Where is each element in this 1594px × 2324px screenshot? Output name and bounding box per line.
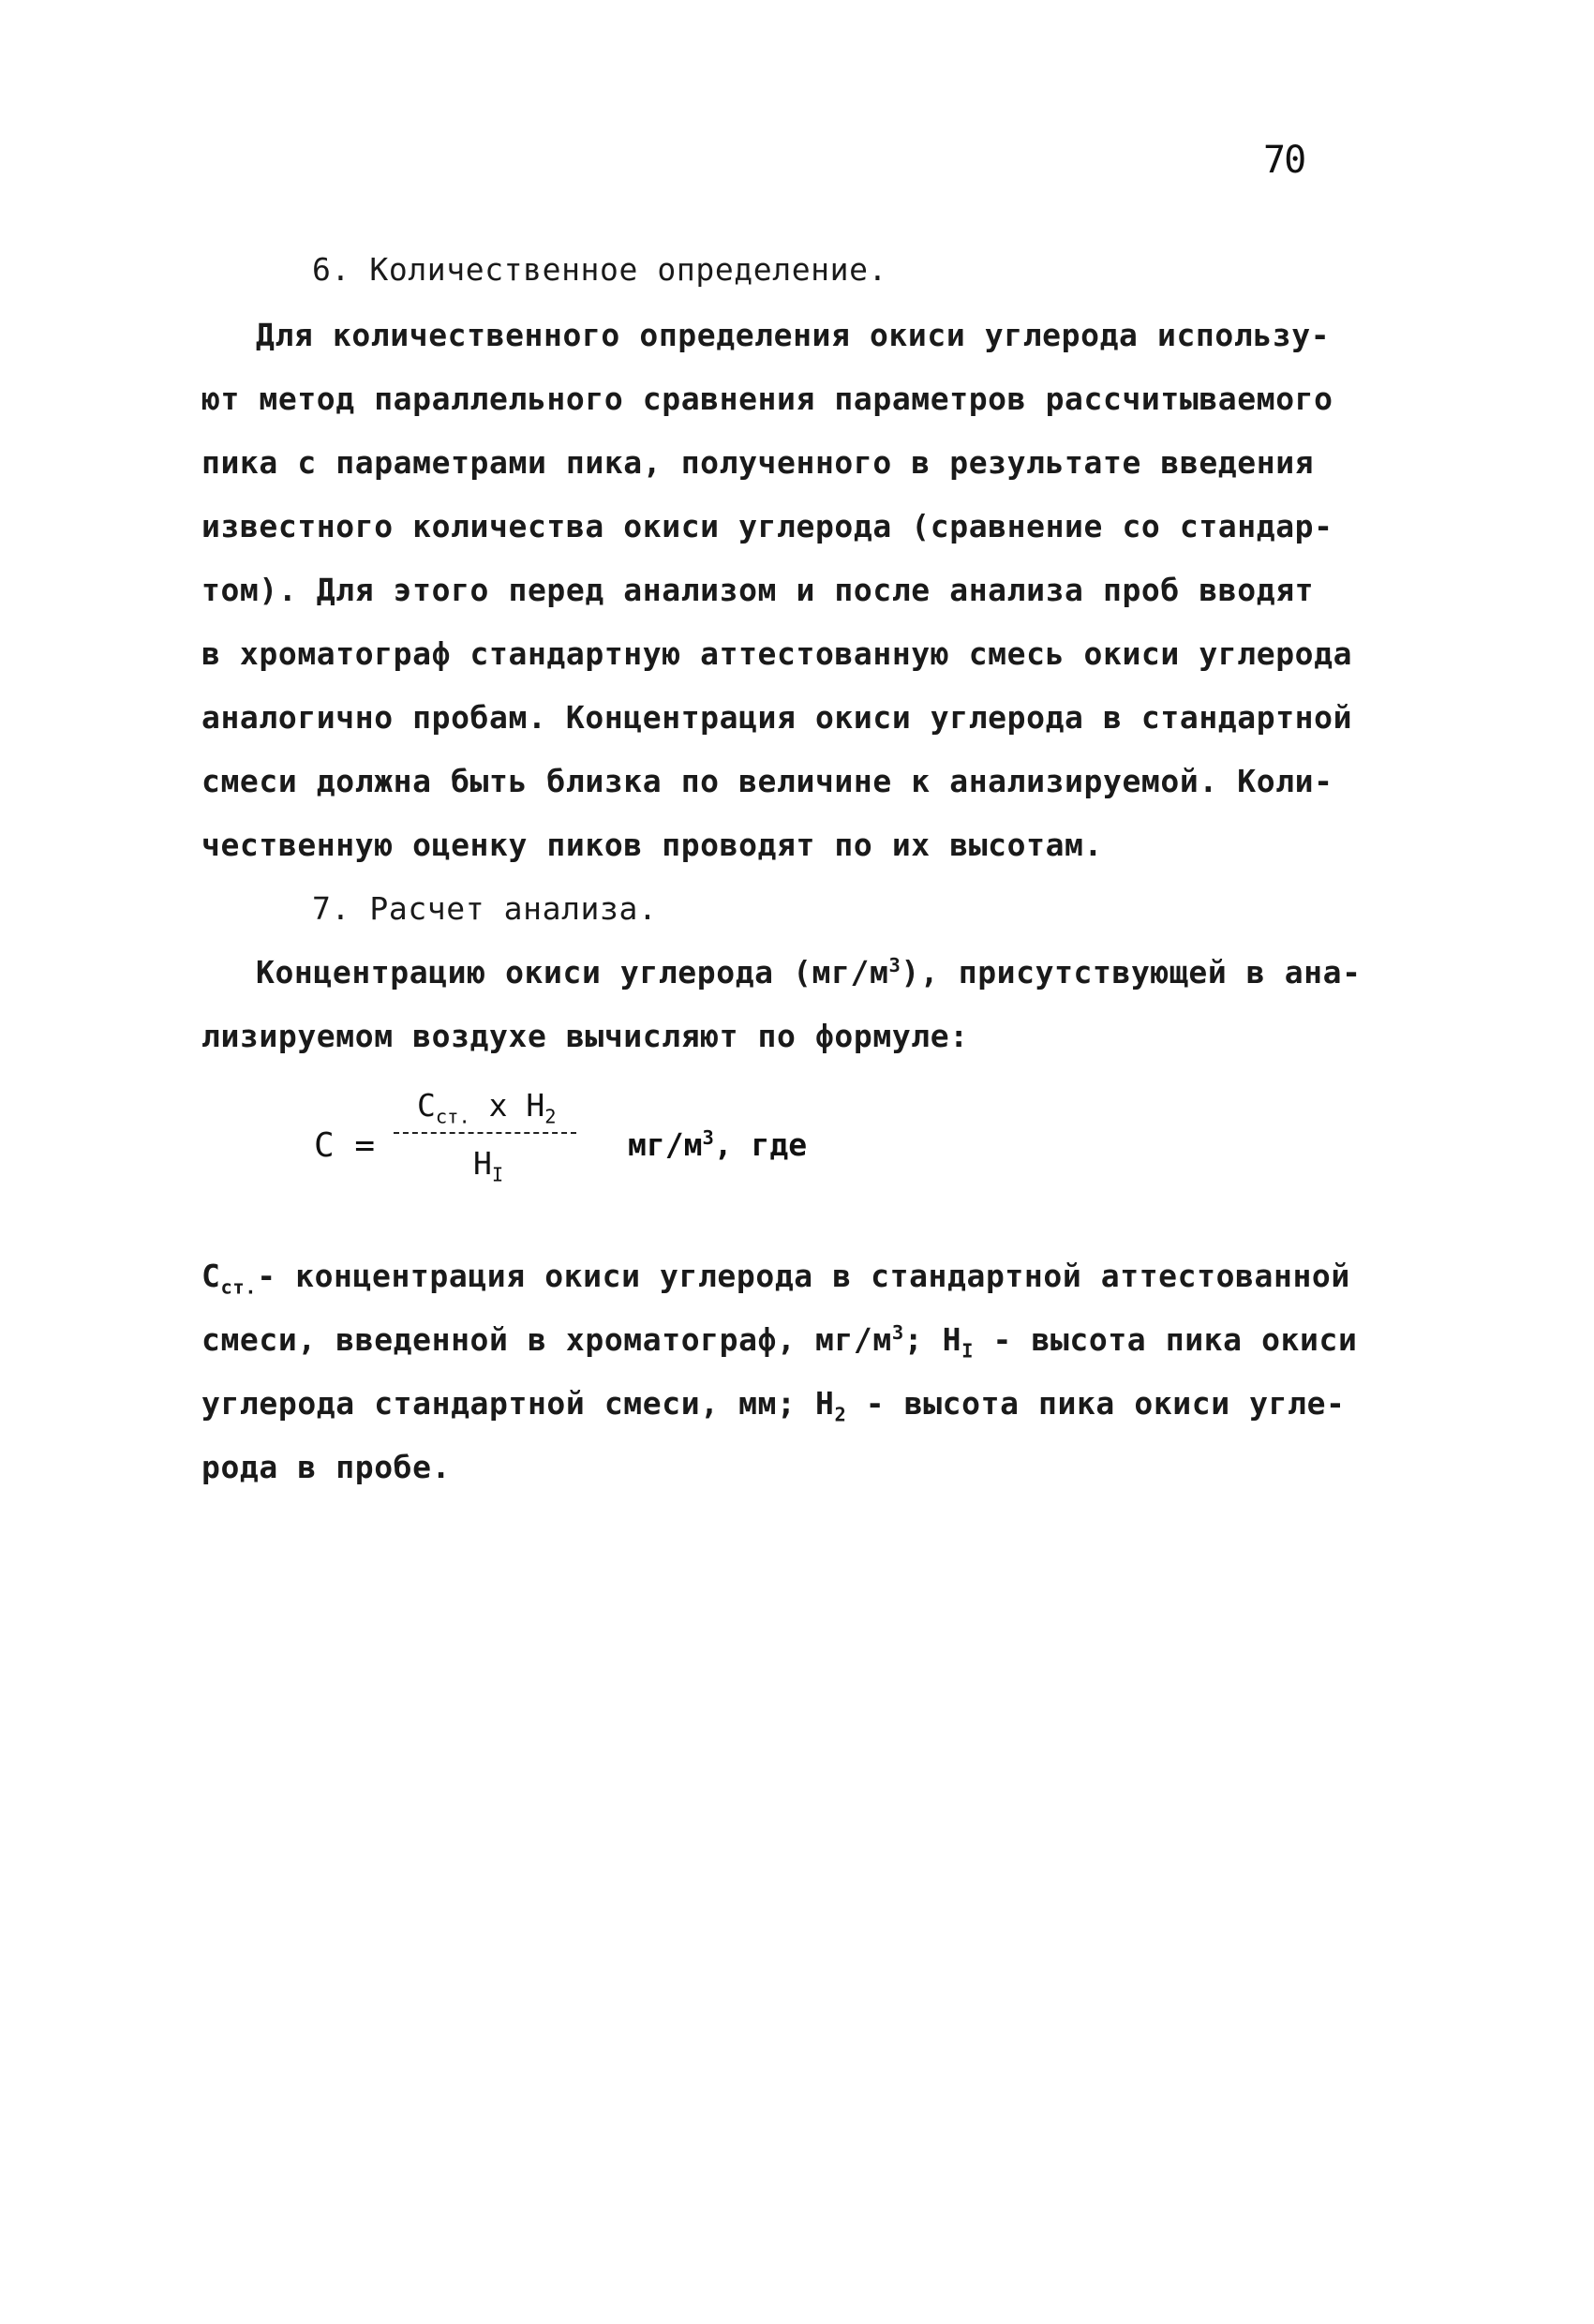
- definition-line: $C_{ст.}-$ концентрация окиси углерода в стандартной аттестованной: [201, 1258, 1350, 1299]
- definition-line: углерода стандартной смеси, мм; $H_2$ - высота пика окиси угле-: [201, 1385, 1346, 1426]
- paragraph-line: пика с параметрами пика, полученного в результате введения: [201, 444, 1315, 481]
- paragraph-line: смеси должна быть близка по величине к анализируемой. Коли-: [201, 763, 1333, 799]
- paragraph-line: чественную оценку пиков проводят по их высотам.: [201, 827, 1103, 863]
- formula-denominator: $H_I$: [473, 1145, 504, 1186]
- section-7-heading: 7. Расчет анализа.: [312, 890, 658, 927]
- page-number: 70: [1263, 139, 1305, 182]
- paragraph-line: Для количественного определения окиси углерода использу-: [256, 317, 1331, 353]
- paragraph-line: в хроматограф стандартную аттестованную смесь окиси углерода: [201, 635, 1353, 672]
- paragraph-line: аналогично пробам. Концентрация окиси углерода в стандартной: [201, 699, 1353, 736]
- paragraph-line: известного количества окиси углерода (сравнение со стандар-: [201, 508, 1333, 544]
- paragraph-line: том). Для этого перед анализом и после анализа проб вводят: [201, 572, 1315, 608]
- paragraph-line: Концентрацию окиси углерода $(мг/м^3)$, присутствующей в ана-: [256, 954, 1362, 991]
- formula-numerator: $C_{ст.}$ x $H_2$: [417, 1087, 557, 1128]
- definition-line: рода в пробе.: [201, 1449, 452, 1485]
- definition-line: смеси, введенной в хроматограф, $мг/м^3$; $H_I$ - высота пика окиси: [201, 1321, 1358, 1363]
- fraction-bar: [394, 1132, 576, 1134]
- concentration-formula: [314, 1087, 970, 1218]
- formula-lhs: C =: [314, 1126, 376, 1165]
- formula-unit: $мг/м^3$, где: [628, 1126, 808, 1163]
- paragraph-line: лизируемом воздухе вычисляют по формуле:: [201, 1018, 969, 1054]
- section-6-heading: 6. Количественное определение.: [312, 251, 888, 288]
- paragraph-line: ют метод параллельного сравнения параметров рассчитываемого: [201, 380, 1333, 417]
